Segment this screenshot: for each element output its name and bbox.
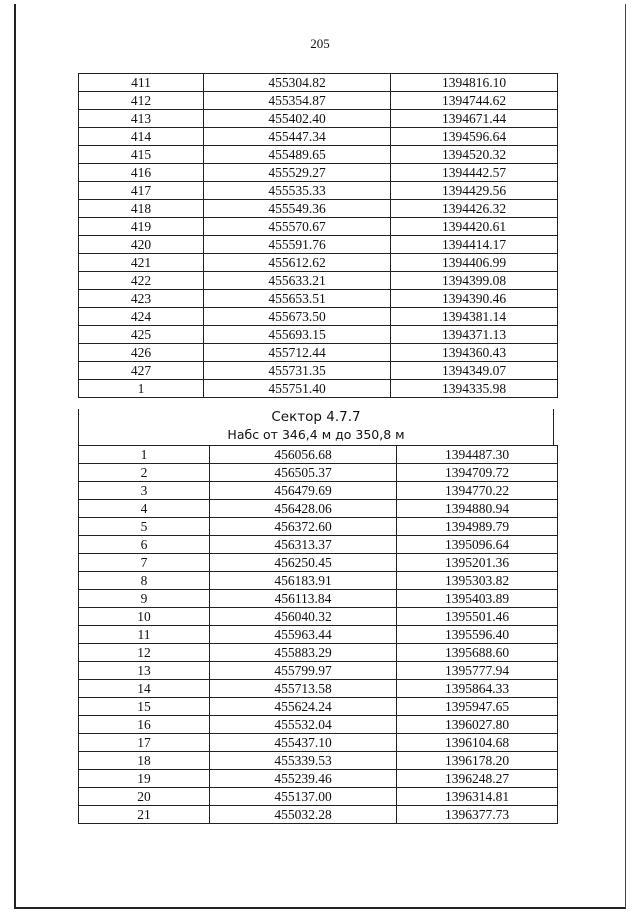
point-number-cell: 424 [79, 308, 204, 326]
x-coordinate-cell: 455731.35 [204, 362, 391, 380]
y-coordinate-cell: 1394420.61 [391, 218, 558, 236]
y-coordinate-cell: 1394349.07 [391, 362, 558, 380]
x-coordinate-cell: 455653.51 [204, 290, 391, 308]
table-row [79, 446, 558, 464]
point-number-cell: 8 [79, 572, 210, 590]
y-coordinate-cell: 1394414.17 [391, 236, 558, 254]
x-coordinate-cell: 455612.62 [204, 254, 391, 272]
x-coordinate-cell: 455591.76 [204, 236, 391, 254]
point-number-cell: 413 [79, 110, 204, 128]
table-row [79, 182, 558, 200]
x-coordinate-cell: 455354.87 [204, 92, 391, 110]
y-coordinate-cell: 1396027.80 [397, 716, 558, 734]
point-number-cell: 1 [79, 446, 210, 464]
x-coordinate-cell: 456505.37 [210, 464, 397, 482]
y-coordinate-cell: 1394671.44 [391, 110, 558, 128]
x-coordinate-cell: 456250.45 [210, 554, 397, 572]
point-number-cell: 420 [79, 236, 204, 254]
table-row [79, 218, 558, 236]
section-header [78, 409, 554, 445]
y-coordinate-cell: 1394744.62 [391, 92, 558, 110]
coordinates-table-upper [78, 73, 558, 398]
table-row [79, 110, 558, 128]
table-row [79, 644, 558, 662]
point-number-cell: 2 [79, 464, 210, 482]
y-coordinate-cell: 1395303.82 [397, 572, 558, 590]
table-row [79, 752, 558, 770]
point-number-cell: 411 [79, 74, 204, 92]
x-coordinate-cell: 455673.50 [204, 308, 391, 326]
table-row [79, 698, 558, 716]
table-row [79, 680, 558, 698]
x-coordinate-cell: 455570.67 [204, 218, 391, 236]
table-row [79, 254, 558, 272]
section-title: Сектор 4.7.7 [271, 409, 361, 425]
table-row [79, 662, 558, 680]
point-number-cell: 425 [79, 326, 204, 344]
table-row [79, 608, 558, 626]
coordinates-table-lower [78, 445, 558, 824]
y-coordinate-cell: 1395501.46 [397, 608, 558, 626]
x-coordinate-cell: 455532.04 [210, 716, 397, 734]
x-coordinate-cell: 456313.37 [210, 536, 397, 554]
x-coordinate-cell: 455239.46 [210, 770, 397, 788]
x-coordinate-cell: 455447.34 [204, 128, 391, 146]
y-coordinate-cell: 1394390.46 [391, 290, 558, 308]
y-coordinate-cell: 1396104.68 [397, 734, 558, 752]
x-coordinate-cell: 455751.40 [204, 380, 391, 398]
point-number-cell: 421 [79, 254, 204, 272]
table-row [79, 590, 558, 608]
y-coordinate-cell: 1394360.43 [391, 344, 558, 362]
y-coordinate-cell: 1395947.65 [397, 698, 558, 716]
point-number-cell: 16 [79, 716, 210, 734]
point-number-cell: 427 [79, 362, 204, 380]
point-number-cell: 419 [79, 218, 204, 236]
table-row [79, 128, 558, 146]
y-coordinate-cell: 1394335.98 [391, 380, 558, 398]
point-number-cell: 13 [79, 662, 210, 680]
section-subtitle: Набс от 346,4 м до 350,8 м [227, 427, 405, 442]
y-coordinate-cell: 1394880.94 [397, 500, 558, 518]
x-coordinate-cell: 456040.32 [210, 608, 397, 626]
table-row [79, 164, 558, 182]
table-row [79, 554, 558, 572]
x-coordinate-cell: 455799.97 [210, 662, 397, 680]
y-coordinate-cell: 1395688.60 [397, 644, 558, 662]
point-number-cell: 416 [79, 164, 204, 182]
point-number-cell: 417 [79, 182, 204, 200]
x-coordinate-cell: 455633.21 [204, 272, 391, 290]
point-number-cell: 11 [79, 626, 210, 644]
table-row [79, 236, 558, 254]
table-row [79, 92, 558, 110]
point-number-cell: 5 [79, 518, 210, 536]
y-coordinate-cell: 1394989.79 [397, 518, 558, 536]
point-number-cell: 21 [79, 806, 210, 824]
x-coordinate-cell: 455489.65 [204, 146, 391, 164]
point-number-cell: 418 [79, 200, 204, 218]
point-number-cell: 6 [79, 536, 210, 554]
point-number-cell: 19 [79, 770, 210, 788]
x-coordinate-cell: 455339.53 [210, 752, 397, 770]
table-row [79, 464, 558, 482]
point-number-cell: 412 [79, 92, 204, 110]
y-coordinate-cell: 1394487.30 [397, 446, 558, 464]
point-number-cell: 422 [79, 272, 204, 290]
y-coordinate-cell: 1394770.22 [397, 482, 558, 500]
table-row [79, 146, 558, 164]
table-row [79, 380, 558, 398]
point-number-cell: 20 [79, 788, 210, 806]
table-row [79, 788, 558, 806]
y-coordinate-cell: 1394406.99 [391, 254, 558, 272]
y-coordinate-cell: 1396178.20 [397, 752, 558, 770]
y-coordinate-cell: 1394429.56 [391, 182, 558, 200]
table-row [79, 308, 558, 326]
x-coordinate-cell: 456183.91 [210, 572, 397, 590]
point-number-cell: 14 [79, 680, 210, 698]
table-row [79, 200, 558, 218]
y-coordinate-cell: 1394442.57 [391, 164, 558, 182]
x-coordinate-cell: 455402.40 [204, 110, 391, 128]
page-number: 205 [310, 36, 330, 51]
y-coordinate-cell: 1394371.13 [391, 326, 558, 344]
y-coordinate-cell: 1394816.10 [391, 74, 558, 92]
table-row [79, 500, 558, 518]
y-coordinate-cell: 1395864.33 [397, 680, 558, 698]
point-number-cell: 7 [79, 554, 210, 572]
x-coordinate-cell: 456113.84 [210, 590, 397, 608]
table-row [79, 362, 558, 380]
point-number-cell: 414 [79, 128, 204, 146]
y-coordinate-cell: 1394426.32 [391, 200, 558, 218]
x-coordinate-cell: 455437.10 [210, 734, 397, 752]
table-row [79, 770, 558, 788]
table-row [79, 272, 558, 290]
point-number-cell: 17 [79, 734, 210, 752]
y-coordinate-cell: 1395596.40 [397, 626, 558, 644]
x-coordinate-cell: 455549.36 [204, 200, 391, 218]
y-coordinate-cell: 1395777.94 [397, 662, 558, 680]
table-row [79, 716, 558, 734]
table-row [79, 572, 558, 590]
y-coordinate-cell: 1395403.89 [397, 590, 558, 608]
point-number-cell: 4 [79, 500, 210, 518]
x-coordinate-cell: 455883.29 [210, 644, 397, 662]
x-coordinate-cell: 455032.28 [210, 806, 397, 824]
point-number-cell: 18 [79, 752, 210, 770]
x-coordinate-cell: 455304.82 [204, 74, 391, 92]
table-row [79, 482, 558, 500]
point-number-cell: 10 [79, 608, 210, 626]
point-number-cell: 3 [79, 482, 210, 500]
x-coordinate-cell: 455963.44 [210, 626, 397, 644]
table-row [79, 626, 558, 644]
table-row [79, 290, 558, 308]
x-coordinate-cell: 455535.33 [204, 182, 391, 200]
table-row [79, 536, 558, 554]
x-coordinate-cell: 455529.27 [204, 164, 391, 182]
y-coordinate-cell: 1394596.64 [391, 128, 558, 146]
x-coordinate-cell: 455713.58 [210, 680, 397, 698]
table-row [79, 344, 558, 362]
y-coordinate-cell: 1394709.72 [397, 464, 558, 482]
y-coordinate-cell: 1394381.14 [391, 308, 558, 326]
x-coordinate-cell: 455693.15 [204, 326, 391, 344]
point-number-cell: 415 [79, 146, 204, 164]
table-row [79, 74, 558, 92]
y-coordinate-cell: 1396377.73 [397, 806, 558, 824]
point-number-cell: 9 [79, 590, 210, 608]
point-number-cell: 12 [79, 644, 210, 662]
point-number-cell: 1 [79, 380, 204, 398]
table-row [79, 326, 558, 344]
table-row [79, 518, 558, 536]
y-coordinate-cell: 1396314.81 [397, 788, 558, 806]
x-coordinate-cell: 456372.60 [210, 518, 397, 536]
table-row [79, 734, 558, 752]
x-coordinate-cell: 455712.44 [204, 344, 391, 362]
y-coordinate-cell: 1394399.08 [391, 272, 558, 290]
y-coordinate-cell: 1394520.32 [391, 146, 558, 164]
point-number-cell: 423 [79, 290, 204, 308]
y-coordinate-cell: 1395201.36 [397, 554, 558, 572]
x-coordinate-cell: 455624.24 [210, 698, 397, 716]
y-coordinate-cell: 1396248.27 [397, 770, 558, 788]
point-number-cell: 426 [79, 344, 204, 362]
y-coordinate-cell: 1395096.64 [397, 536, 558, 554]
x-coordinate-cell: 456479.69 [210, 482, 397, 500]
x-coordinate-cell: 456056.68 [210, 446, 397, 464]
table-row [79, 806, 558, 824]
point-number-cell: 15 [79, 698, 210, 716]
x-coordinate-cell: 455137.00 [210, 788, 397, 806]
x-coordinate-cell: 456428.06 [210, 500, 397, 518]
